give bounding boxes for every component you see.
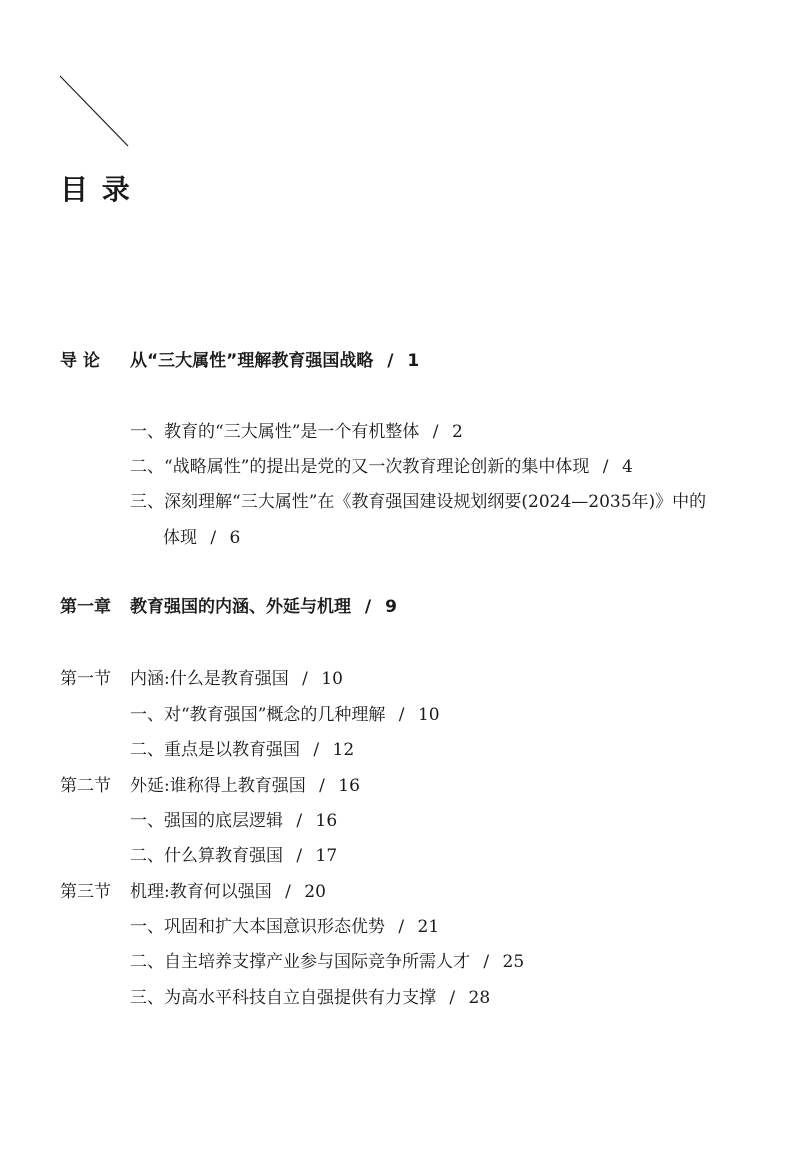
toc-page: 16	[315, 811, 338, 831]
toc-label: 导 论	[60, 351, 100, 371]
toc-separator: /	[296, 846, 303, 866]
toc-separator: /	[302, 669, 308, 689]
toc-text: 教育强国的内涵、外延与机理	[130, 597, 351, 617]
toc-label: 第一章	[60, 597, 111, 617]
toc-page: 12	[332, 740, 355, 760]
toc-text: 一、对“教育强国”概念的几种理解	[130, 705, 386, 725]
toc-page: 28	[468, 988, 491, 1008]
toc-separator: /	[285, 882, 291, 902]
page-title: 目 录	[60, 173, 132, 206]
decorative-diagonal-line	[0, 0, 140, 160]
toc-separator: /	[387, 351, 394, 371]
toc-entry-section-2[interactable]	[60, 775, 360, 797]
toc-text: 外延:谁称得上教育强国	[130, 776, 306, 796]
toc-separator: /	[432, 422, 439, 442]
toc-entry[interactable]	[130, 739, 354, 761]
toc-separator: /	[449, 988, 456, 1008]
toc-text: 从“三大属性”理解教育强国战略	[130, 351, 374, 371]
toc-label: 第二节	[60, 776, 111, 796]
toc-page: 20	[304, 882, 326, 902]
toc-page: 10	[417, 705, 440, 725]
toc-text: 三、深刻理解“三大属性”在《教育强国建设规划纲要(2024—2035年)》中的	[130, 492, 707, 512]
toc-separator: /	[296, 811, 303, 831]
toc-label: 第三节	[60, 882, 111, 902]
toc-text: 二、重点是以教育强国	[130, 740, 300, 760]
toc-page: 2	[451, 422, 463, 442]
toc-text: 体现	[163, 528, 197, 548]
toc-text: 二、“战略属性”的提出是党的又一次教育理论创新的集中体现	[130, 457, 590, 477]
toc-entry[interactable]	[130, 456, 633, 478]
toc-separator: /	[483, 952, 490, 972]
toc-entry[interactable]	[130, 421, 463, 443]
toc-entry[interactable]	[130, 704, 440, 726]
toc-text: 机理:教育何以强国	[130, 882, 272, 902]
toc-page: 21	[417, 917, 440, 937]
toc-page: 1	[407, 351, 420, 371]
toc-text: 一、教育的“三大属性”是一个有机整体	[130, 422, 420, 442]
toc-separator: /	[602, 457, 609, 477]
toc-entry-chapter-1[interactable]	[60, 596, 397, 618]
toc-text: 三、为高水平科技自立自强提供有力支撑	[130, 988, 436, 1008]
toc-entry-section-1[interactable]	[60, 668, 343, 690]
toc-page: 4	[621, 457, 633, 477]
toc-separator: /	[398, 705, 405, 725]
toc-separator: /	[398, 917, 405, 937]
toc-text: 二、什么算教育强国	[130, 846, 283, 866]
toc-entry[interactable]	[130, 951, 524, 973]
toc-entry-intro[interactable]	[60, 350, 419, 372]
toc-text: 一、强国的底层逻辑	[130, 811, 283, 831]
toc-separator: /	[313, 740, 320, 760]
toc-entry-continuation[interactable]	[163, 527, 240, 549]
toc-text: 内涵:什么是教育强国	[130, 669, 289, 689]
toc-page: 25	[502, 952, 525, 972]
toc-label: 第一节	[60, 669, 111, 689]
toc-entry[interactable]	[130, 810, 337, 832]
toc-page: 9	[385, 597, 397, 617]
toc-entry[interactable]	[130, 987, 490, 1009]
toc-entry-section-3[interactable]	[60, 881, 326, 903]
toc-entry[interactable]	[130, 916, 439, 938]
toc-text: 一、巩固和扩大本国意识形态优势	[130, 917, 385, 937]
toc-page: 17	[315, 846, 338, 866]
toc-entry[interactable]	[130, 845, 337, 867]
toc-separator: /	[210, 528, 217, 548]
toc-separator: /	[319, 776, 325, 796]
toc-text: 二、自主培养支撑产业参与国际竞争所需人才	[130, 952, 470, 972]
toc-separator: /	[364, 597, 372, 617]
toc-page: 10	[321, 669, 343, 689]
toc-page: 6	[229, 528, 241, 548]
toc-entry[interactable]	[130, 491, 706, 513]
toc-page: 16	[338, 776, 360, 796]
